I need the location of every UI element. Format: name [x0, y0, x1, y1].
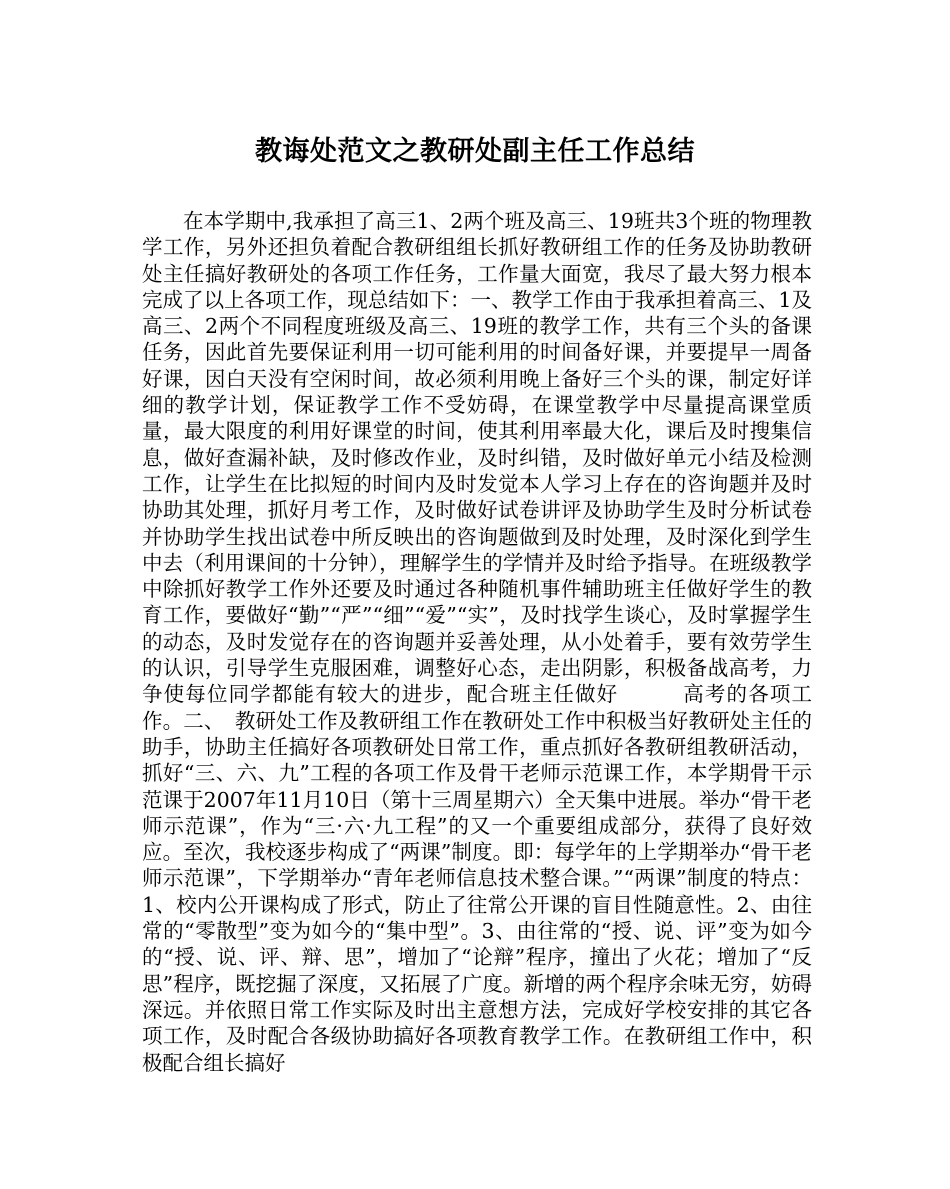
- document-title: 教诲处范文之教研处副主任工作总结: [255, 136, 695, 167]
- document-body-paragraph: 在本学期中,我承担了高三1、2两个班及高三、19班共3个班的物理教学工作，另外还担负着配合教研组组长抓好教研组工作的任务及协助教研处主任搞好教研处的各项工作任务，工作量大面宽，我尽了最大努力根本完成了以上各项工作，现总结如下：一、教学工作由于我承担着高三、1及高三、2两个不同程度班级及高三、19班的教学工作，共有三个头的备课任务，因此首先要保证利用一切可能利用的时间备好课，并要提早一周备好课，因白天没有空闲时间，故必须利用晚上备好三个头的课，制定好详细的教学计划，保证教学工作不受妨碍，在课堂教学中尽量提高课堂质量，最大限度的利用好课堂的时间，使其利用率最大化，课后及时搜集信息，做好查漏补缺，及时修改作业，及时纠错，及时做好单元小结及检测工作，让学生在比拟短的时间内及时发觉本人学习上存在的咨询题并及时协助其处理，抓好月考工作，及时做好试卷讲评及协助学生及时分析试卷并协助学生找出试卷中所反映出的咨询题做到及时处理，及时深化到学生中去（利用课间的十分钟），理解学生的学情并及时给予指导。在班级教学中除抓好教学工作外还要及时通过各种随机事件辅助班主任做好学生的教育工作，要做好“勤”“严”“细”“爱”“实”，及时找学生谈心，及时掌握学生的动态，及时发觉存在的咨询题并妥善处理，从小处着手，要有效劳学生的认识，引导学生克服困难，调整好心态，走出阴影，积极备战高考，力争使每位同学都能有较大的进步，配合班主任做好 高考的各项工作。二、 教研处工作及教研组工作在教研处工作中积极当好教研处主任的助手，协助主任搞好各项教研处日常工作，重点抓好各教研组教研活动，抓好“三、六、九”工程的各项工作及骨干老师示范课工作，本学期骨干示范课于2007年11月10日（第十三周星期六）全天集中进展。举办“骨干老师示范课”，作为“三·六·九工程”的又一个重要组成部分，获得了良好效应。至次，我校逐步构成了“两课”制度。即：每学年的上学期举办“骨干老师示范课”，下学期举办“青年老师信息技术整合课。”“两课”制度的特点：1、校内公开课构成了形式，防止了往常公开课的盲目性随意性。2、由往常的“零散型”变为如今的“集中型”。3、由往常的“授、说、评”变为如今的“授、说、评、辩、思”，增加了“论辩”程序，撞出了火花；增加了“反思”程序，既挖掘了深度，又拓展了广度。新增的两个程序余味无穷，妨碍深远。并依照日常工作实际及时出主意想方法，完成好学校安排的其它各项工作，及时配合各级协助搞好各项教育教学工作。在教研组工作中，积极配合组长搞好: [142, 209, 812, 1075]
